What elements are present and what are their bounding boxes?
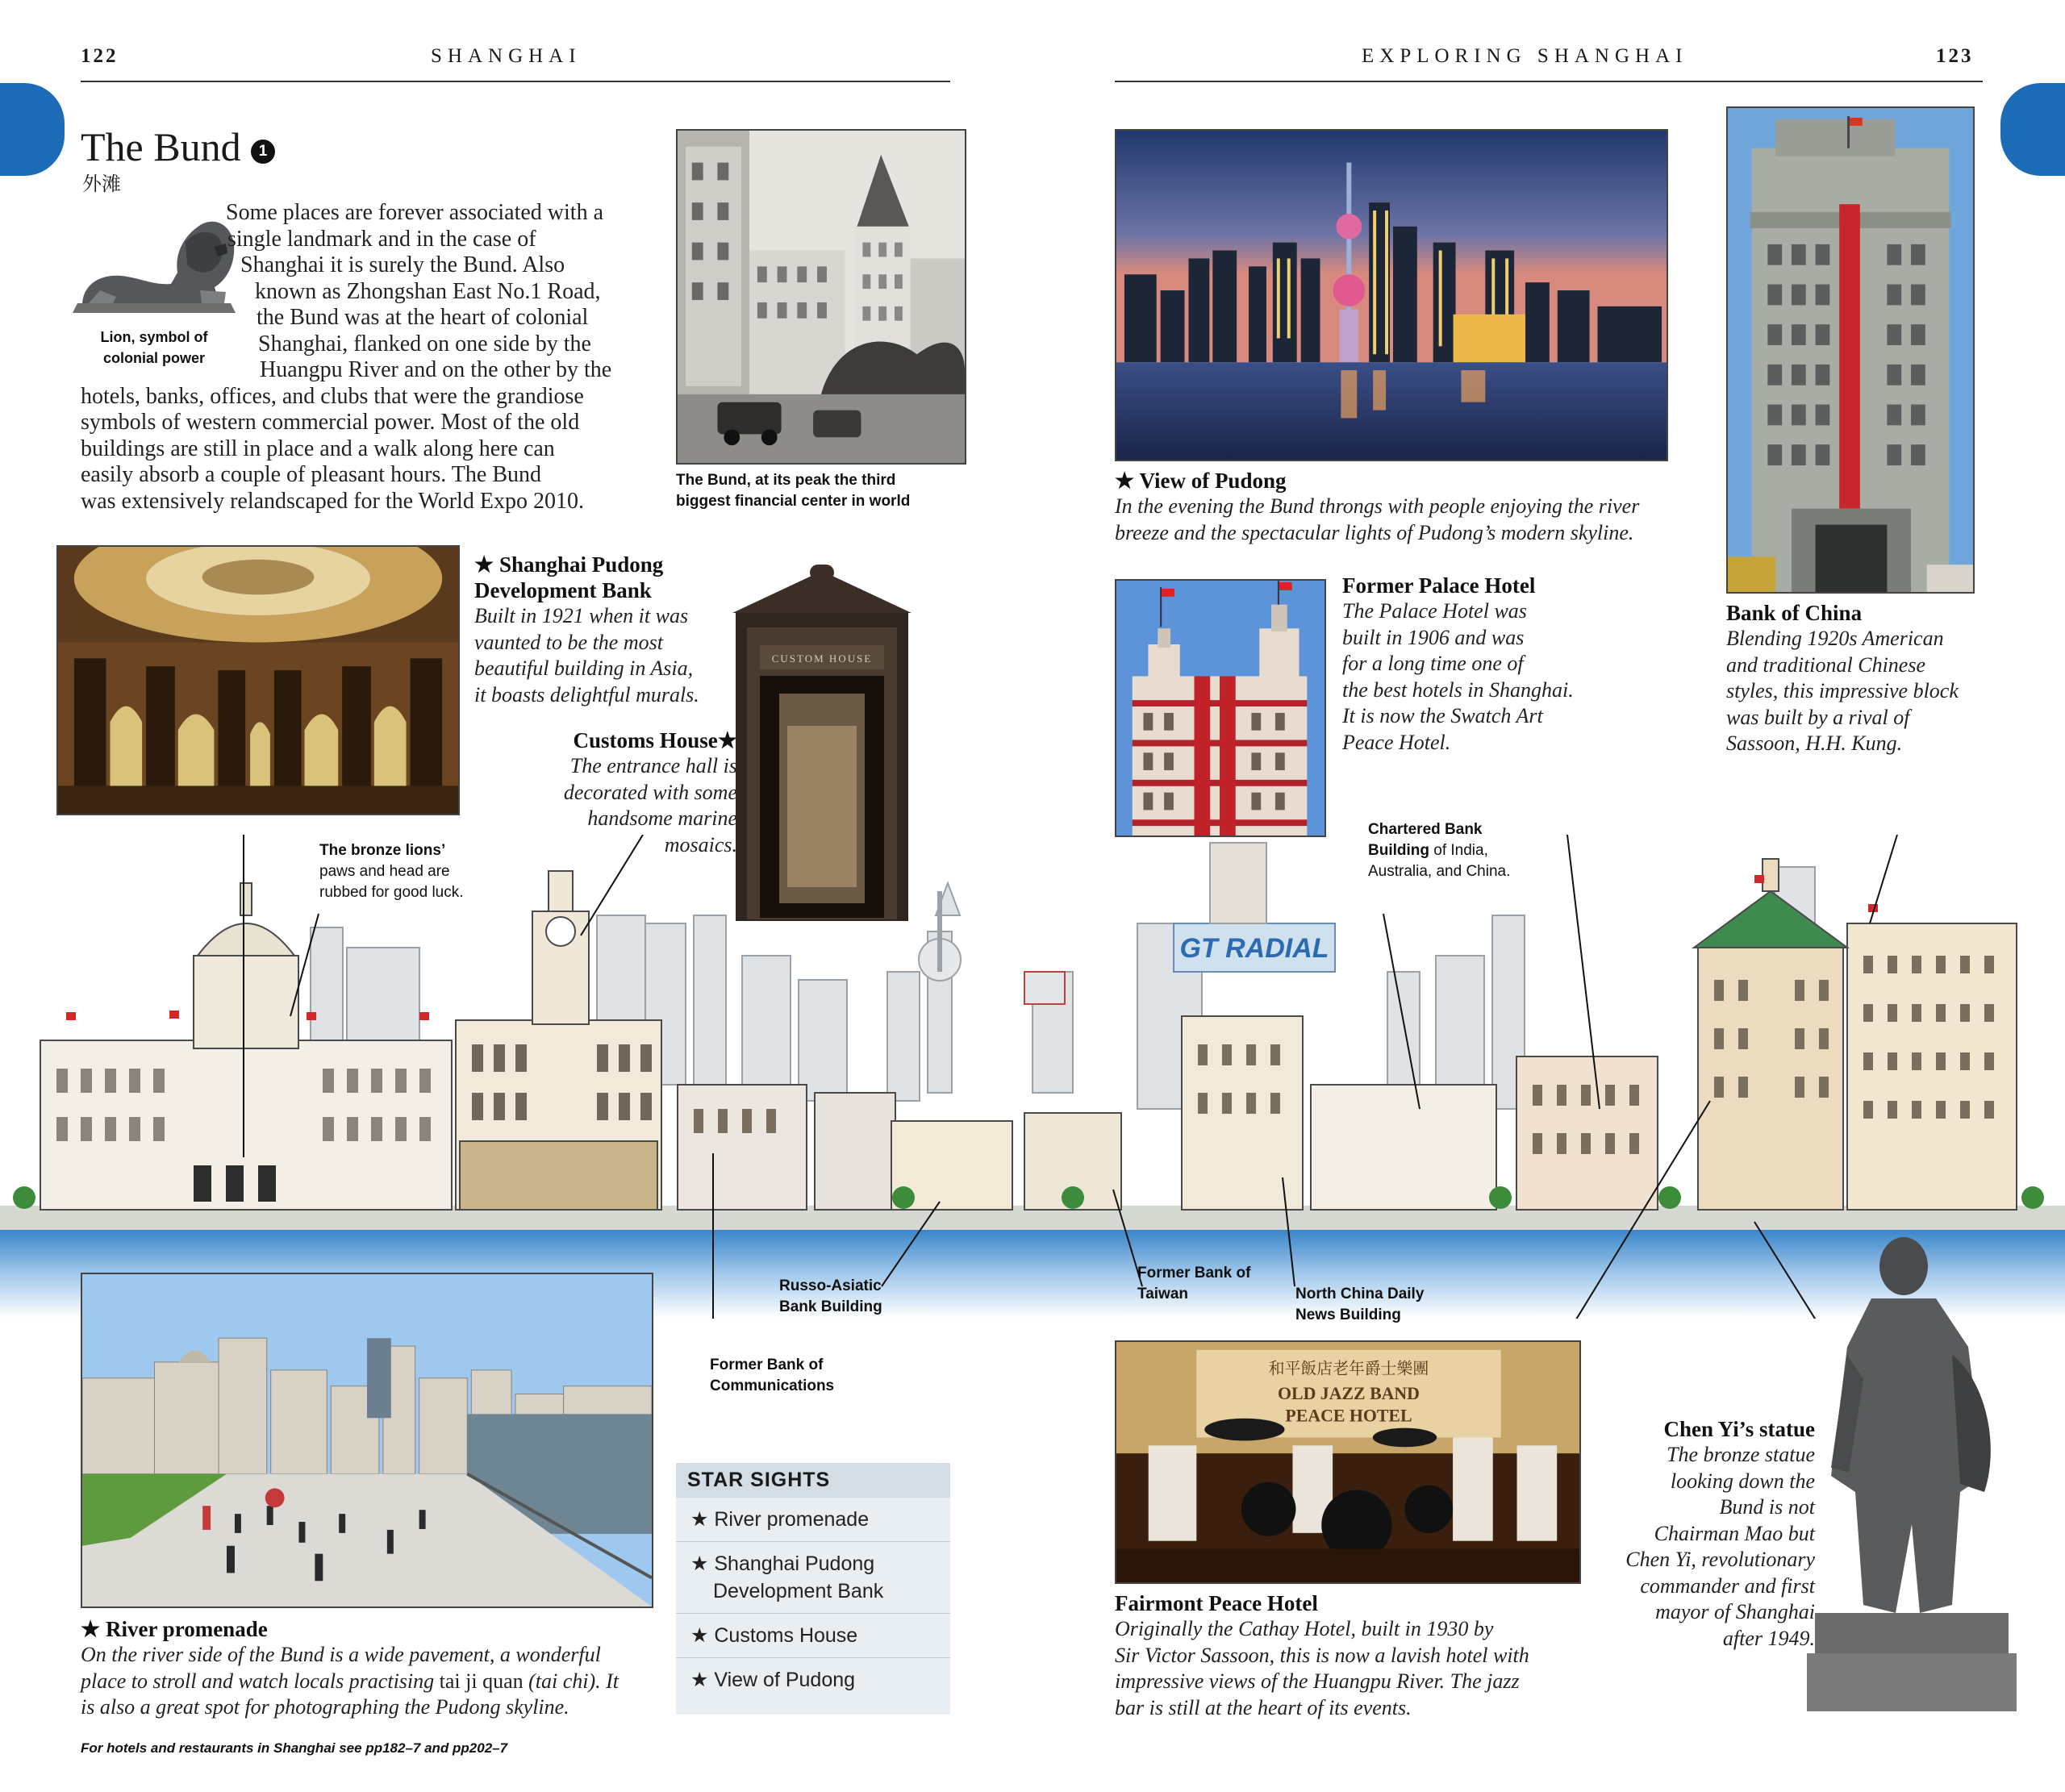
intro-text: Some places are forever associated with a single landmark and in the case of Shanghai it is surely the Bund. Also known as Zhongshan East No.1 Road, the Bund was at the heart of colonial Shanghai, flanked on one side by the Huangpu River and on the other by the hotels, banks, offices, and clubs that were the grandiose symbols of western commercial power. Most of the old buildings are still in place and a walk along here can easily absorb a couple of pleasant hours. The Bund was extensively relandscaped for the World Expo 2010. [81,200,612,514]
right-header-rule [1115,81,1983,82]
star-sight-item: ★ River promenade [690,1508,870,1531]
bund-panorama-illustration [0,835,2065,1319]
pudong-bank-callout: ★ Shanghai Pudong Development Bank Built in 1921 when it was vaunted to be the most beautiful building in Asia, it boasts delightful murals. [474,552,699,706]
jazz-sign-chinese: 和平飯店老年爵士樂團 [1268,1359,1429,1378]
river-promenade-callout: ★ River promenade On the river side of the Bund is a wide pavement, a wonderful place to stroll and watch locals practising tai ji quan (tai chi). It is also a great spot for photographing the Pudong skyline. [81,1617,620,1719]
lion-caption: Lion, symbol of colonial power [100,329,208,366]
view-pudong-callout: ★ View of Pudong In the evening the Bund throngs with people enjoying the river breeze and the spectacular lights of Pudong’s modern skyline. [1115,469,1640,544]
chinese-title: 外滩 [82,173,121,195]
right-page-number: 123 [1936,45,1974,67]
left-page-number: 122 [81,45,119,67]
peace-hotel-jazz-bar-photo [1115,1340,1581,1584]
star-sight-item: ★ View of Pudong [676,1657,950,1702]
old-bund-photo [676,129,966,465]
right-chapter-tab [2000,83,2065,176]
number-badge: 1 [251,140,275,164]
star-sights-box [676,1463,950,1715]
fairmont-callout: Fairmont Peace Hotel Originally the Cathay Hotel, built in 1930 by Sir Victor Sassoon, this is now a lavish hotel with impressive views of the Huangpu River. The jazz bar is still at the heart of its events. [1115,1591,1529,1719]
old-photo-caption: The Bund, at its peak the third biggest financial center in world [676,472,911,510]
chartered-bank-label: Chartered Bank Building of India, Australia, and China. [1368,821,1511,880]
star-sight-item: ★ Customs House [676,1613,950,1657]
star-sight-item: ★ Shanghai Pudong Development Bank [676,1541,950,1613]
jazz-sign-line1: OLD JAZZ BAND [1278,1384,1420,1404]
right-running-head: EXPLORING SHANGHAI [1362,45,1688,67]
russo-asiatic-label: Russo-Asiatic Bank Building [779,1277,882,1315]
pudong-skyline-photo [1115,129,1668,461]
palace-hotel-photo [1115,579,1326,837]
customs-house-callout: Customs House★ The entrance hall is decorated with some handsome marine mosaics. [563,728,737,856]
jazz-sign-line2: PEACE HOTEL [1285,1406,1412,1426]
river-promenade-photo [81,1273,653,1608]
page-title-text: The Bund [81,124,241,169]
gt-radial-sign: GT RADIAL [1179,933,1329,964]
pudong-bank-interior-photo [56,545,460,815]
customs-sign-text: CUSTOM HOUSE [771,652,873,665]
star-sights-heading: STAR SIGHTS [676,1463,950,1498]
bank-communications-label: Former Bank of Communications [710,1357,835,1394]
page-title [81,123,275,171]
bank-of-china-callout: Bank of China Blending 1920s American and traditional Chinese styles, this impressive block was built by a rival of Sassoon, H.H. Kung. [1726,601,1959,755]
palace-hotel-callout: Former Palace Hotel The Palace Hotel was built in 1906 and was for a long time one of the best hotels in Shanghai. It is now the Swatch Art Peace Hotel. [1342,573,1574,754]
footer-note: For hotels and restaurants in Shanghai see pp182–7 and pp202–7 [81,1740,508,1756]
chen-yi-statue-image [1799,1234,2025,1711]
bronze-lions-label: The bronze lions’ paws and head are rubbed for good luck. [319,842,464,901]
left-chapter-tab [0,83,65,176]
left-running-head: SHANGHAI [431,45,582,67]
left-header-rule [81,81,950,82]
chen-yi-callout: Chen Yi’s statue The bronze statue looking down the Bund is not Chairman Mao but Chen Yi, revolutionary commander and first mayor of Shanghai after 1949. [1625,1417,1815,1650]
north-china-daily-label: North China Daily News Building [1295,1286,1425,1323]
bank-of-china-photo [1726,106,1975,594]
bank-taiwan-label: Former Bank of Taiwan [1137,1265,1251,1302]
